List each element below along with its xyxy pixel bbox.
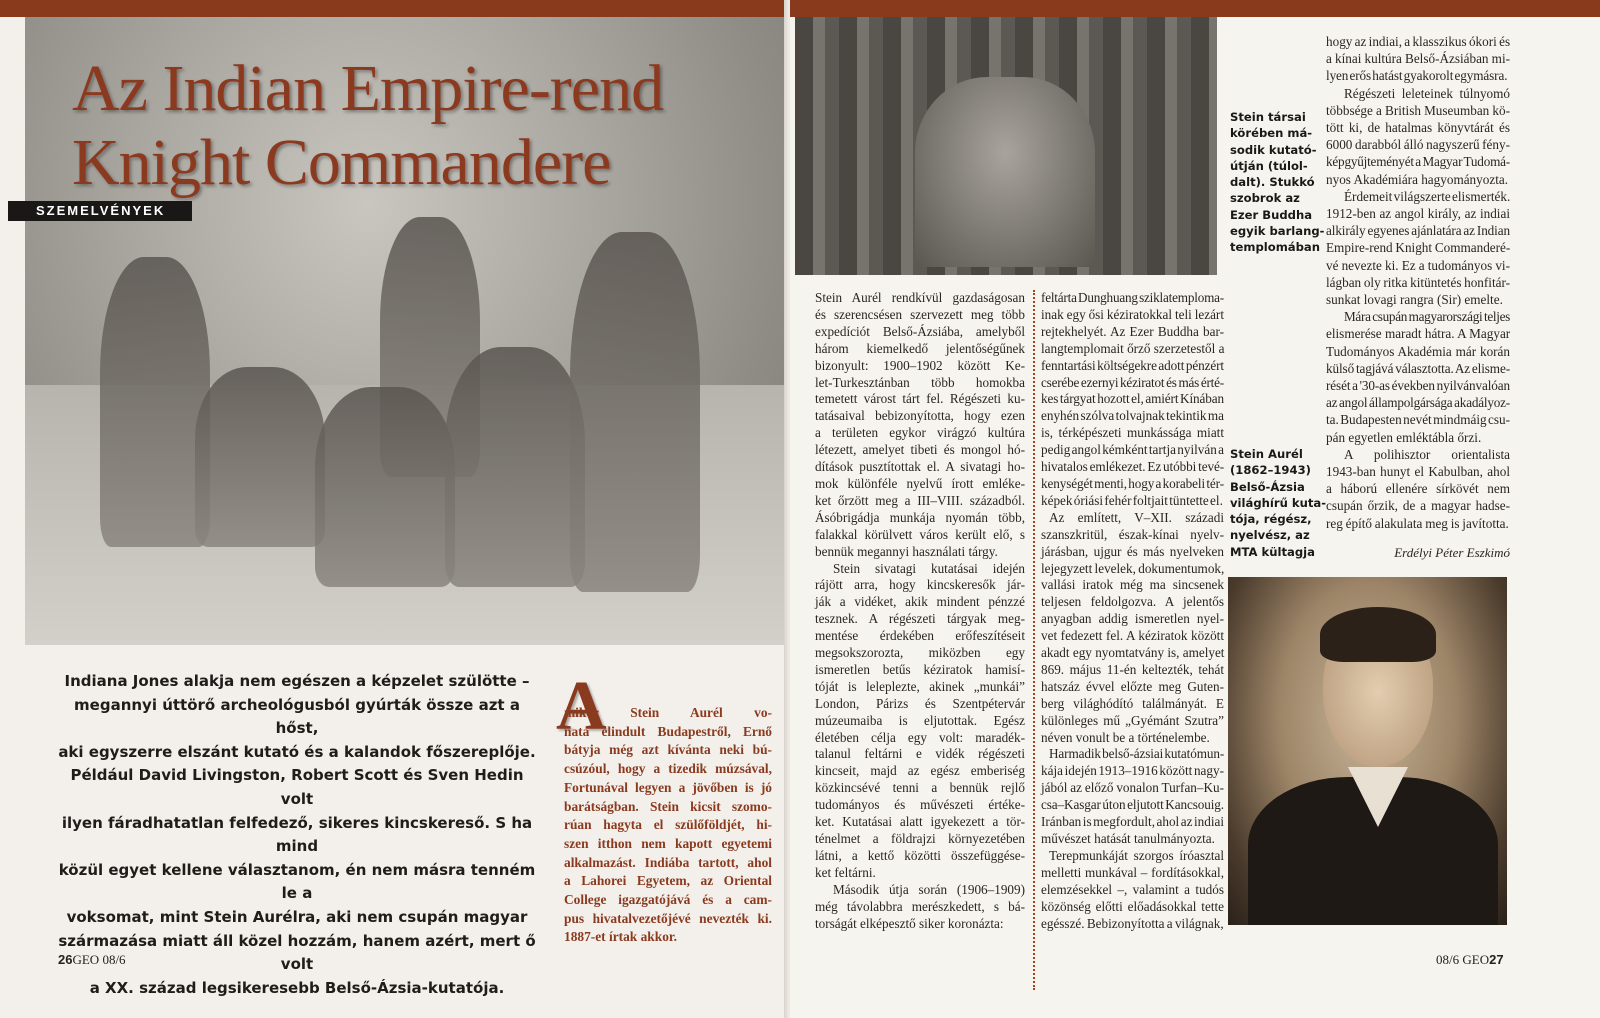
text-line: nata elindult Budapestről, Ernő bbox=[564, 723, 772, 739]
text-line: elemzésekkel –, valamint a tudós bbox=[1041, 881, 1224, 897]
text-line: kincseit, majd az egész emberiség bbox=[815, 763, 1025, 779]
text-line: a kínai kultúra Belső-Ázsiában mi- bbox=[1326, 51, 1510, 67]
text-line: vé nevezte ki. Ez a tudományos vi- bbox=[1326, 257, 1510, 273]
text-line: ják a vidéket, akik mindent pénzzé bbox=[815, 594, 1025, 610]
text-line: teljesen feldolgozva. A jelentős bbox=[1041, 594, 1224, 610]
page-footer-left bbox=[58, 952, 126, 968]
caption-line: útján (túlol- bbox=[1230, 158, 1308, 173]
text-line: ket őrzött meg a III–VIII. századból. bbox=[815, 492, 1025, 508]
text-line: rését a '30-as években nyilvánvalóan bbox=[1326, 378, 1510, 394]
caption-line: sodik kutató- bbox=[1230, 142, 1317, 157]
body-column-1 bbox=[815, 290, 1025, 932]
text-line: fenntartási költségekre adott pénzért bbox=[1041, 357, 1224, 373]
text-line: sunkat lovagi rangra (Sir) emelte. bbox=[1326, 292, 1503, 308]
text-line: berg világhódító találmányát. E bbox=[1041, 695, 1224, 711]
text-line: nyos Akadémiára hagyományozta. bbox=[1326, 171, 1509, 187]
text-line: bátyja még azt kívánta neki bú- bbox=[564, 742, 772, 758]
caption-line: Ezer Buddha bbox=[1230, 207, 1313, 222]
page-number: 26 bbox=[58, 952, 73, 967]
text-line: inak egy ősi kéziratokkal teli lezárt bbox=[1041, 306, 1224, 322]
text-line: még távolabbra merészkedett, s bá- bbox=[815, 898, 1025, 914]
drop-cap: A bbox=[556, 668, 607, 745]
caption-line: Belső-Ázsia bbox=[1230, 479, 1305, 494]
caption-line: templomában bbox=[1230, 240, 1321, 255]
text-line: múzeumaiba is eljutottak. Egész bbox=[815, 712, 1025, 728]
caption-line: körében má- bbox=[1230, 126, 1313, 141]
text-line: Harmadik belső-ázsiai kutatómun- bbox=[1049, 746, 1225, 762]
text-line: enyhén szólva tolvajnak tekintik ma bbox=[1041, 408, 1224, 424]
text-line: kenységét menti, hogy a korabeli tér- bbox=[1041, 475, 1224, 491]
photo-caption-cave bbox=[1230, 109, 1324, 256]
intro-line: a XX. század legsikeresebb Belső-Ázsia-kutatója. bbox=[89, 978, 505, 997]
text-line: pán egyetlen emléktábla őrzi. bbox=[1326, 429, 1482, 445]
text-line: Iránban is megfordult, ahol az indiai bbox=[1041, 814, 1224, 830]
caption-line: Stein társai bbox=[1230, 110, 1306, 124]
intro-line: származása miatt áll közel hozzám, hanem azért, mert ő volt bbox=[58, 931, 536, 974]
text-line: temetett várost tárt fel. Régészeti ku- bbox=[815, 391, 1025, 407]
text-line: 1943-ban hunyt el Kabulban, ahol bbox=[1326, 464, 1510, 480]
text-line: a Lahorei Egyetem, az Oriental bbox=[564, 873, 772, 889]
text-line: az angol állampolgársága akadályoz- bbox=[1326, 395, 1510, 411]
text-line: létezett, amelyet tibeti és mongol hó- bbox=[815, 442, 1025, 458]
column-divider bbox=[1033, 290, 1035, 990]
text-line: művészet hatását tanulmányozta. bbox=[1041, 831, 1215, 846]
caption-line: Stein Aurél bbox=[1230, 447, 1303, 461]
caption-line: egyik barlang- bbox=[1230, 224, 1325, 239]
figure bbox=[445, 347, 585, 587]
text-line: Empire-rend Knight Commanderé- bbox=[1326, 240, 1511, 256]
text-line: többsége a British Museumban kö- bbox=[1326, 102, 1510, 118]
text-line: hivatalos emlékezet. Ez utóbbi tevé- bbox=[1041, 459, 1224, 475]
text-line: talanul feltárni e vidék régészeti bbox=[815, 746, 1025, 762]
text-line: Tudományos Akadémia már korán bbox=[1326, 343, 1510, 359]
intro-line: ilyen fáradhatatlan felfedező, sikeres kincskereső. S ha mind bbox=[61, 813, 533, 856]
text-line: járásban, ujgur és más nyelveken bbox=[1041, 543, 1224, 559]
text-line: a háború ellenére sírkövét nem bbox=[1326, 481, 1510, 497]
article-title bbox=[72, 52, 663, 200]
intro-line: közül egyet kellene választanom, én nem másra tenném le a bbox=[58, 860, 536, 903]
text-line: látni, a kettő közötti összefüggése- bbox=[815, 847, 1025, 863]
magazine-name: GEO bbox=[1462, 952, 1490, 967]
text-line: megsokszorozta, miközben egy bbox=[815, 645, 1025, 661]
text-line: tudományos és művészeti értéke- bbox=[815, 797, 1025, 813]
text-line: bennük megannyi használati tárgy. bbox=[815, 543, 998, 559]
figure bbox=[100, 257, 210, 547]
top-color-bar bbox=[790, 0, 1600, 17]
body-column-2 bbox=[1041, 290, 1224, 932]
text-line: rájött arra, hogy kincskeresők jár- bbox=[815, 577, 1025, 593]
intro-line: Indiana Jones alakja nem egészen a képzelet szülötte – bbox=[64, 672, 530, 690]
buddha-niche bbox=[915, 77, 1095, 267]
text-line: College igazgatójává és a cam- bbox=[564, 892, 772, 908]
text-line: különleges mű „Gyémánt Szutra” bbox=[1041, 712, 1224, 728]
magazine-name: GEO bbox=[72, 952, 100, 967]
text-line: A polihisztor orientalista bbox=[1344, 446, 1510, 462]
text-line: hogy az indiai, a klasszikus ókori és bbox=[1326, 34, 1511, 49]
text-line: pedig angol kémként tartja nyilván a bbox=[1041, 442, 1224, 458]
text-line: is, térképészeti munkássága miatt bbox=[1041, 425, 1224, 441]
caption-line: (1862–1943) bbox=[1230, 463, 1311, 478]
text-line: torságát elképesztő siker koronázta: bbox=[815, 915, 1004, 931]
caption-line: dalt). Stukkó bbox=[1230, 175, 1315, 190]
intro-line: aki egyszerre elszánt kutató és a kalandok főszereplője. bbox=[58, 742, 536, 761]
text-line: langtemplomait őrző szerzetestől a bbox=[1041, 340, 1225, 356]
caption-line: MTA kültagja bbox=[1230, 544, 1315, 559]
text-line: képgyűjteményét a Magyar Tudomá- bbox=[1326, 154, 1510, 170]
figure bbox=[570, 232, 700, 592]
text-line: és szerencsésen szervezett meg több bbox=[815, 306, 1025, 322]
intro-lead bbox=[52, 670, 542, 1000]
text-line: három kiemelkedő jelentőségűnek bbox=[815, 340, 1025, 356]
text-line: csa–Kasgar úton eljutott Kancsouig. bbox=[1041, 797, 1224, 813]
text-line: életében célja egy volt: maradék- bbox=[815, 729, 1025, 745]
text-line: tött ki, de hatalmas könyvtárát és bbox=[1326, 120, 1510, 136]
text-line: vet fedezett fel. A kéziratok között bbox=[1041, 628, 1224, 644]
caption-line: nyelvész, az bbox=[1230, 528, 1310, 543]
text-line: 1912-ben az angol király, az indiai bbox=[1326, 206, 1510, 222]
cave-temple-photo bbox=[795, 17, 1217, 275]
text-line: vallási iratok még ma sincsenek bbox=[1041, 577, 1224, 593]
photo-caption-portrait bbox=[1230, 446, 1326, 560]
text-line: képek óriási fehér foltjait tüntette el. bbox=[1041, 492, 1223, 508]
text-line: szanszkritül, észak-kínai nyelv- bbox=[1041, 526, 1224, 542]
body-column-3 bbox=[1326, 33, 1510, 532]
text-line: szen itthon nem kapott egyetemi bbox=[564, 835, 772, 851]
text-line: barátságban. Stein kicsit szomo- bbox=[564, 798, 772, 814]
intro-line: voksomat, mint Stein Aurélra, aki nem csupán magyar bbox=[66, 907, 528, 926]
intro-line: Például David Livingston, Robert Scott és Sven Hedin volt bbox=[70, 766, 524, 808]
text-line: akadt egy nyomtatvány is, amelyet bbox=[1041, 645, 1225, 661]
text-line: mikor Stein Aurél vo- bbox=[564, 705, 772, 720]
text-line: Stein sivatagi kutatásai idején bbox=[833, 560, 1025, 576]
intro-line: megannyi úttörő archeológusból gyúrták össze azt a hőst, bbox=[74, 695, 520, 738]
text-line: Mára csupán magyarországi teljes bbox=[1344, 309, 1510, 325]
text-line: Stein Aurél rendkívül gazdaságosan bbox=[815, 290, 1025, 305]
text-line: kes tárgyat hozott el, amiért Kínában bbox=[1041, 391, 1224, 407]
text-line: Az említett, V–XII. századi bbox=[1049, 509, 1224, 525]
top-color-bar bbox=[0, 0, 788, 17]
text-line: mok különféle nyelvű írott emléke- bbox=[815, 475, 1025, 491]
text-line: egésszé. Bebizonyította a világnak, bbox=[1041, 915, 1224, 931]
text-line: hatszáz évvel előzte meg Guten- bbox=[1041, 678, 1224, 694]
text-line: néven vonult be a történelembe. bbox=[1041, 729, 1210, 745]
text-line: dítások pusztítottak el. A sivatagi ho- bbox=[815, 459, 1025, 475]
issue-number: 08/6 bbox=[102, 952, 126, 967]
page-number: 27 bbox=[1489, 952, 1504, 967]
title-line: Knight Commandere bbox=[72, 126, 611, 199]
left-page bbox=[0, 0, 788, 1018]
text-line: jából az előző vonalon Turfan–Ku- bbox=[1041, 780, 1224, 796]
text-line: Fortunával legyen a jövőben is jó bbox=[564, 779, 772, 795]
text-line: London, Párizs és Szentpétervár bbox=[815, 695, 1025, 711]
text-line: külső tagjává választotta. Az elisme- bbox=[1326, 360, 1510, 376]
text-line: közkincsévé tenni a bennük rejlő bbox=[815, 780, 1025, 796]
text-line: falakkal körülvett város került elő, s bbox=[815, 526, 1025, 542]
text-line: tóját is leleplezte, akinek „munkái” bbox=[815, 678, 1025, 694]
text-line: alkirály egyenes ajánlatára az Indian bbox=[1326, 223, 1510, 239]
text-line: közönség előtti előadásokkal tette bbox=[1041, 898, 1224, 914]
text-line: Régészeti leleteinek túlnyomó bbox=[1344, 85, 1510, 101]
page-footer-right bbox=[1436, 952, 1504, 968]
caption-line: tója, régész, bbox=[1230, 512, 1312, 527]
caption-line: szobrok az bbox=[1230, 191, 1300, 206]
text-line: ismeretlen betűs kéziratok hamisí- bbox=[815, 661, 1025, 677]
caption-line: világhírű kuta- bbox=[1230, 495, 1327, 510]
text-line: rejtekhelyét. Az Ezer Buddha bar- bbox=[1041, 323, 1224, 339]
text-line: 1887-et írtak akkor. bbox=[564, 929, 677, 945]
text-line: reg építő alakulata meg is javította. bbox=[1326, 515, 1509, 531]
text-line: mentése érdekében erőfeszítéseit bbox=[815, 628, 1025, 644]
text-line: ténelmet a földrajzi környezetében bbox=[815, 831, 1025, 846]
text-line: ta. Budapesten nevét mindmáig csu- bbox=[1326, 412, 1510, 428]
figure bbox=[315, 387, 455, 587]
text-line: ket. Kutatásai alatt igyekezett a tör- bbox=[815, 814, 1025, 830]
text-line: a területen egykor virágzó kultúra bbox=[815, 425, 1025, 441]
text-line: melletti munkával – fordításokkal, bbox=[1041, 864, 1224, 880]
issue-number: 08/6 bbox=[1436, 952, 1460, 967]
text-line: Érdemeit világszerte elismerték. bbox=[1344, 188, 1511, 204]
text-line: Második útja során (1906–1909) bbox=[833, 881, 1025, 897]
stein-aurel-portrait bbox=[1228, 577, 1507, 925]
sidebar-text bbox=[564, 704, 772, 947]
text-line: Terepmunkáját szorgos íróasztal bbox=[1049, 847, 1224, 863]
text-line: rúan hagyta el szülőföldjét, hi- bbox=[564, 817, 772, 833]
text-line: 869. május 11-én keltezték, tehát bbox=[1041, 661, 1224, 677]
text-line: lyen erős hatást gyakorolt egymásra. bbox=[1326, 68, 1508, 84]
text-line: lejegyzett levelek, dokumentumok, bbox=[1041, 560, 1225, 576]
portrait-hair bbox=[1320, 607, 1436, 662]
text-line: cserébe ezernyi kéziratot és más érté- bbox=[1041, 374, 1224, 390]
title-line: Az Indian Empire-rend bbox=[72, 52, 664, 125]
text-line: 6000 darabból álló nagyszerű fény- bbox=[1326, 137, 1510, 153]
figure bbox=[195, 367, 325, 547]
text-line: ket feltárni. bbox=[815, 864, 876, 880]
text-line: let-Turkesztánban több homokba bbox=[815, 374, 1025, 390]
text-line: Ásóbrigádja munkája nyomán több, bbox=[815, 509, 1025, 525]
text-line: alkalmazást. Indiába tartott, ahol bbox=[564, 854, 772, 870]
text-line: bizonyult: 1900–1902 között Ke- bbox=[815, 357, 1025, 373]
section-tag: SZEMELVÉNYEK bbox=[8, 201, 192, 221]
author-signature: Erdélyi Péter Eszkimó bbox=[1394, 545, 1510, 560]
text-line: tatásaival bebizonyította, hogy ezen bbox=[815, 408, 1025, 424]
text-line: kája idején 1913–1916 között nagy- bbox=[1041, 763, 1224, 779]
text-line: elismerése maradt hátra. A Magyar bbox=[1326, 326, 1511, 342]
text-line: expedíciót Belső-Ázsiába, amelyből bbox=[815, 323, 1025, 339]
text-line: pus hivatalvezetőjévé nevezték ki. bbox=[564, 910, 772, 926]
text-line: tesznek. A régészeti tárgyak meg- bbox=[815, 611, 1025, 627]
text-line: anyagban addig ismeretlen nyel- bbox=[1041, 611, 1224, 627]
text-line: csupán őrzik, de a magyar hadse- bbox=[1326, 498, 1510, 514]
text-line: lágban oly ritka kitüntetés honfitár- bbox=[1326, 274, 1510, 290]
text-line: feltárta Dunghuang sziklatemploma- bbox=[1041, 290, 1224, 305]
text-line: csúzóul, hogy a tizedik múzsával, bbox=[564, 761, 772, 777]
